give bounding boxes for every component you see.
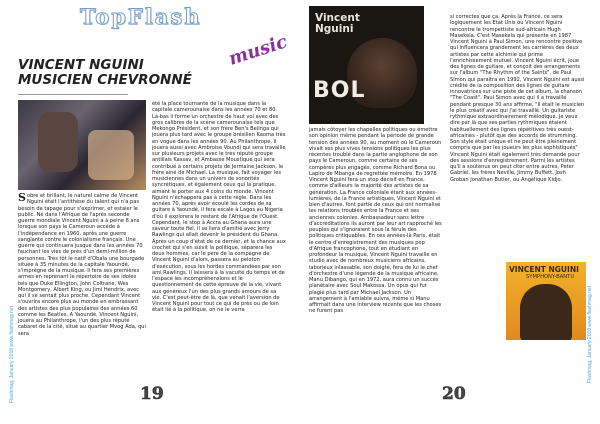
album-cover xyxy=(506,262,586,340)
album-portrait xyxy=(520,284,572,340)
page-number-20: 20 xyxy=(442,384,466,404)
book-cover-name-line-2: Nguini xyxy=(315,23,354,35)
left-column-2: été la place tournante de la musique dans la capitale camerounaise dans les années 70 et 80. Là-bas il forme un orchestre de haut vol avec des gros calibres de la scène camerounaise tels que Mekongo Président, et son frère Ben's Belinga qui jouera plus tard avec le groupe brésilien Kaoma très en vogue dans les années 90. Au Philanthrope, il jouera aussi avec Ambroise Voundi qui sera travaille sur plusieurs projets avec le très réputé groupe antillais Kassav, et Ambasse Moustique qui sera contribué à certains projets de Jermaine Jackson, le frère ainé de Michael. La musique, fait voyager les musiciennes dans un univers de sonorités syncrétiques, et également ceux qui la pratique, aimant le porter aux 4 coins du monde. Vincent Nguini n'échappera pas à cette règle. Dans les années 70, après avoir écoulé les cordes de sa guitare à Yaoundé, il fera escale à Lagos au Nigeria d'où il explorera le restant de l'Afrique de l'Ouest. Cependant, le stop à Accra au Ghana aura une saveur toute fiel. Il se liera d'amitié avec Jerry Rawlings qui allait devenir le président du Ghana. Après un coup d'état de ce dernier, et la chance aux crochet qui s'en suivit la politique, séparera les deux hommes, car le père de la compagne de Vincent Nguini d'alors, passera au peloton d'exécution, sous les hordes commandées par son ami Rawlings. Il laissera à la vacuité du temps et de l'espace les incompréhensions et le questionnement de cette épreuve de la vie, vivant aux généreux l'un des plus grands amours de sa vie. C'est peut-être de là, que venait l'aversion de Vincent Nguini pour tout ce qui de près ou de loin était lié à la politique, on ne le verra xyxy=(152,101,286,314)
left-column-1-text: obre et brillant, le naturel calme de Vincent Nguini était l'antithèse du talent qui n'a pas besoin de tapage pour s'exprimer, et estaier le public. Né dans l'Afrique de l'après seconde guerre mondiale Vincent Nguini a à peine 8 ans lorsque son pays le Cameroun accède à l'indépendance en 1960, après une guerre sanglante contre le colonialisme français. Une guerre qui continuera jusque dans les années 70 fauchant les vies de près d'un demi-million de personnes. Très tôt le natif d'Obala une bourgade située à 35 minutes de la capitale Yaoundé, s'imprègne de la musique. Il fera ses premières armes en reprenant le répertoire de ses idoles tels que Duke Ellington, John Coltrane, Wes Montgomery, Albert King, ou Jimi Hendrix, avec qui il se sentait plus proche. Cependant Vincent s'ouvrira encore plus au monde en embrassant des artistes des plus populaires des années 60 comme les Beatles. A Yaoundé, Vincent Nguini, jouera au Philanthrope, l'un des plus réputé cabaret de la cité, situé au quartier Mvog Ada, qui sera xyxy=(18,193,146,337)
right-side-text: Flashmag, January 2018 www.flashmag.net xyxy=(587,286,593,383)
right-page xyxy=(300,0,600,424)
left-column-1 xyxy=(18,193,146,337)
music-section-tag: music xyxy=(226,31,290,70)
right-column-1: jamais côtoyer les chapelles politiques ou émettre son opinion même pendant la période de grande tension des années 90, au moment où le Cameroun vivait ses plus vives tensions politiques les plus récentes troublé dans la partie anglophone de son pays le Cameroun, comme certains de ses compères plus engagés, comme Richard Bona ou Lapiro de Mbanga de regrettée mémoire. En 1978 Vincent Nguini fera un stop décisif en France, comme d'ailleurs la majorité des artistes de sa génération. La France coloniale étant aux années-lumières, de la France artistiques, Vincent Nguini et bien d'autres, font partie de ceux qui ont normalisé les relations troublés entre la France et ses anciennes colonies. Ambassadeur sans lettre d'accréditations ils auront par leur art rapproché les peuples qui s'ignoraient sous la férule des politiques critiquables. En ces années-là Paris, était le centre d'enregistrement des musiques pop d'Afrique francophone, tout en étudiant en profondeur la musique, Vincent Nguini travaille en studio avec de nombreux musiciens africains, laborieux inlassable, son doigté, fera de lui le chef d'orchestre d'une légende de la musique africaine, Manu Dibango, qui en 1972, aura connu un succès planétaire avec Soul Makossa. Un opus qui fut plagié plus tard par Michael Jackson. Un arrangement à l'amiable suivra, même si Manu affirmait dans une interview récente que les choses ne furent pas xyxy=(309,127,442,315)
title-divider xyxy=(18,94,128,95)
photo-figure-2 xyxy=(88,130,134,180)
article-title xyxy=(18,58,192,88)
right-column-2: si correctes que ça. Après la France, ce sera logiquement les Etat Unis ou Vincent Nguini rencontre le trompettiste sud-africain Hugh Masekela. C'est Masekela qui présente en 1987 Vincent Nguini à Paul Simon, une rencontre positive qui influencera grandement les carrières des deux artistes par cette alchimie qui prime l'enrichissement mutuel. Vincent Nguini écrit, joue des lignes de guitare, et conçoit des arrangements sur l'album "The Rhythm of the Saints", de Paul Simon qui paraitra en 1992, Vincent Nguini est aussi crédité de la composition des lignes de guitare innovatrices sur une piste de cet album, la chanson "The Coast". Paul Simon avec qui il a travaillé pendant presque 30 ans affirme, "Il était le musicien le plus créatif avec qui j'ai travaillé. Un guitariste rythmique extraordinairement mélodique. Je veux dire par là que ses parties rythmiques étaient habituellement des lignes répétitives très ouest-africaines - plutôt que des accords de strumming. Son style était unique et ne peut être pleinement compris que par les joueurs les plus sophistiqués" Vincent Nguini était également très demandé pour des sessions d'enregistrement. Parmi les artistes qu'il a soutenus on peut citer entre autres, Peter Gabriel, les frères Neville, Jimmy Buffett, Josh Groban Jonathan Butler, ou Angélique Kidjo. xyxy=(450,14,585,183)
page-number-19: 19 xyxy=(140,384,164,404)
book-cover-photo xyxy=(309,6,424,124)
left-side-text: Flashmag, January 2018 www.flashmag.net xyxy=(9,306,15,403)
album-artist: VINCENT NGUINI xyxy=(509,265,579,274)
concert-photo xyxy=(18,100,146,190)
drop-cap: S xyxy=(18,191,26,204)
photo-figure-1 xyxy=(38,112,78,172)
book-cover-word: BOL xyxy=(313,78,366,103)
title-line-2: MUSICIEN CHEVRONNÉ xyxy=(18,72,192,88)
title-line-1: VINCENT NGUINI xyxy=(18,57,144,73)
book-cover-name xyxy=(315,13,360,35)
album-title: SYMPHONY-BANTU xyxy=(526,274,575,280)
book-cover-name-line-1: Vincent xyxy=(315,12,360,24)
topflash-header: TopFlash xyxy=(80,4,202,29)
